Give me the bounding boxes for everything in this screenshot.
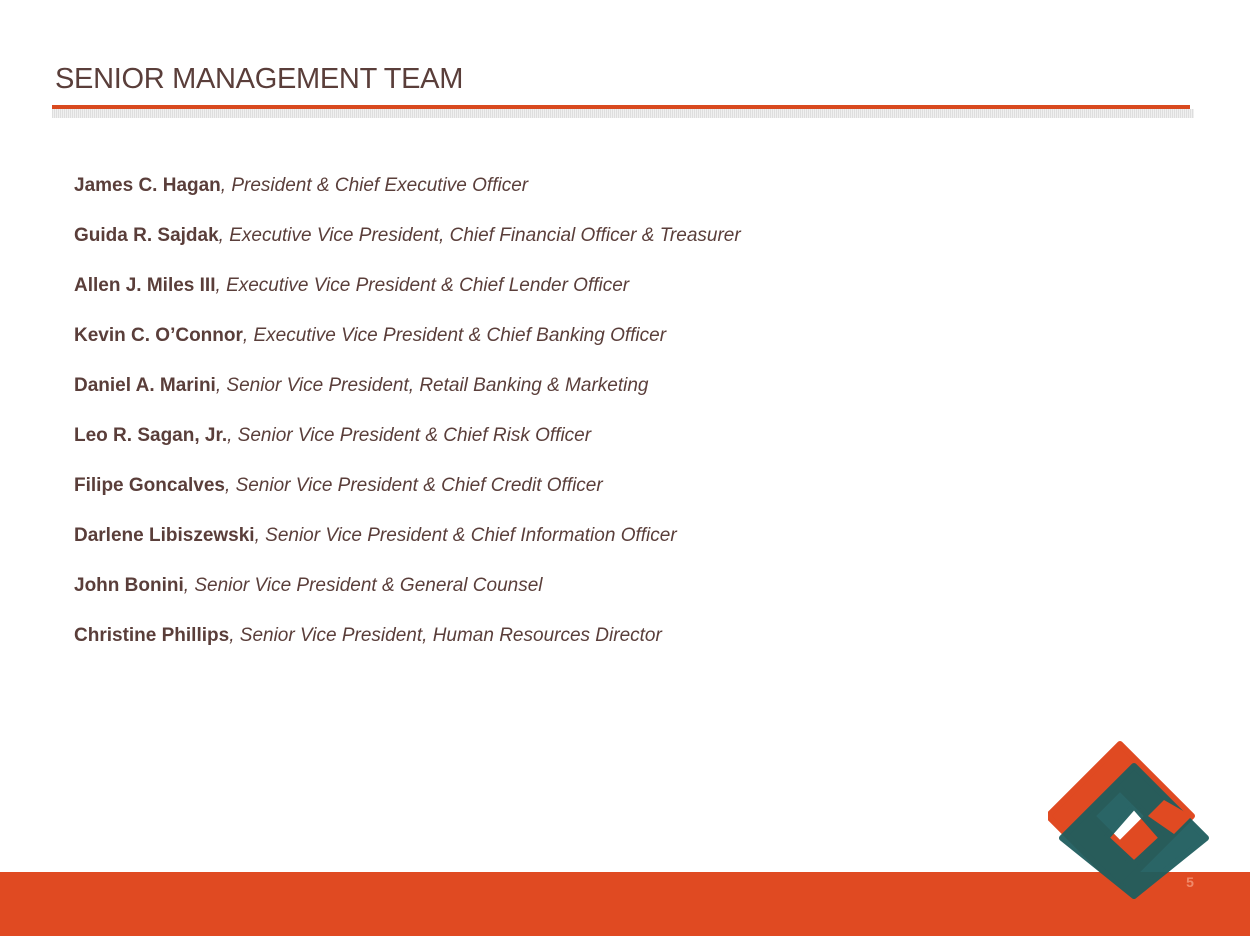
member-separator: , [215, 275, 227, 296]
member-name: Leo R. Sagan, Jr. [74, 425, 228, 446]
member-name: Filipe Goncalves [74, 475, 225, 496]
member-separator: , [215, 375, 227, 396]
list-item [74, 424, 741, 474]
member-name: Daniel A. Marini [74, 375, 216, 396]
member-title: Executive Vice President, Chief Financial Officer & Treasurer [229, 225, 741, 246]
member-separator: , [218, 225, 230, 246]
member-title: President & Chief Executive Officer [231, 175, 529, 196]
team-list [74, 174, 741, 674]
member-title: Senior Vice President, Human Resources Director [239, 625, 662, 646]
list-item [74, 574, 741, 624]
member-title: Senior Vice President & Chief Information Officer [265, 525, 677, 546]
list-item [74, 524, 741, 574]
list-item [74, 324, 741, 374]
member-separator: , [225, 475, 236, 496]
member-name: Guida R. Sajdak [74, 225, 219, 246]
title-divider-shadow [52, 109, 1194, 118]
list-item [74, 174, 741, 224]
member-name: Christine Phillips [74, 625, 230, 646]
member-separator: , [220, 175, 232, 196]
member-name: John Bonini [74, 575, 184, 596]
member-name: Darlene Libiszewski [74, 525, 255, 546]
member-separator: , [229, 625, 240, 646]
member-title: Senior Vice President & General Counsel [194, 575, 543, 596]
member-title: Executive Vice President & Chief Banking Officer [253, 325, 667, 346]
member-title: Executive Vice President & Chief Lender Officer [226, 275, 630, 296]
page-title: SENIOR MANAGEMENT TEAM [55, 63, 464, 95]
member-separator: , [254, 525, 266, 546]
member-name: James C. Hagan [74, 175, 221, 196]
member-title: Senior Vice President & Chief Risk Officer [237, 425, 592, 446]
member-separator: , [183, 575, 195, 596]
member-separator: , [227, 425, 238, 446]
member-name: Kevin C. O’Connor [74, 325, 243, 346]
member-separator: , [242, 325, 254, 346]
member-name: Allen J. Miles III [74, 275, 216, 296]
page-number: 5 [1186, 874, 1194, 890]
list-item [74, 624, 741, 674]
list-item [74, 374, 741, 424]
list-item [74, 274, 741, 324]
member-title: Senior Vice President & Chief Credit Officer [235, 475, 603, 496]
list-item [74, 224, 741, 274]
list-item [74, 474, 741, 524]
member-title: Senior Vice President, Retail Banking & Marketing [226, 375, 649, 396]
